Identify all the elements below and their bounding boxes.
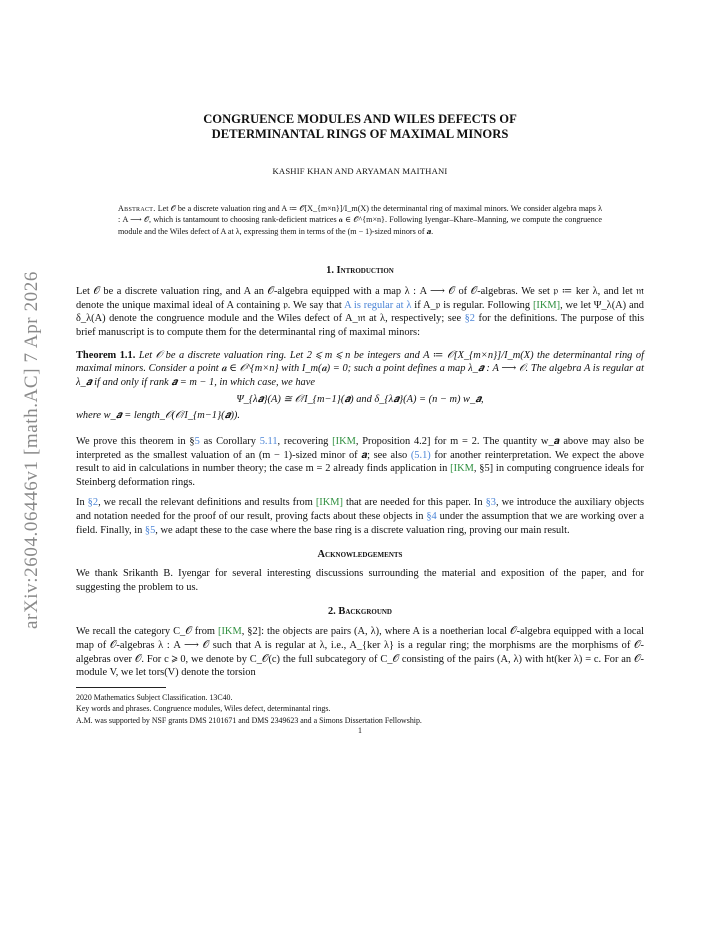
- citation-ikm[interactable]: [IKM: [450, 463, 474, 475]
- ref-section-2[interactable]: §2: [87, 497, 99, 509]
- section-1-number: 1.: [326, 265, 334, 277]
- section-1-heading: [76, 265, 644, 276]
- theorem-1-1: [76, 349, 644, 423]
- ref-section-3[interactable]: §3: [485, 497, 496, 509]
- paper-page: [76, 112, 644, 735]
- footnotes: [76, 687, 644, 727]
- section-1-title: Introduction: [336, 265, 394, 277]
- page-number: 1: [358, 726, 362, 736]
- text-run: as Corollary: [199, 435, 260, 447]
- theorem-heading: Theorem 1.1.: [76, 349, 136, 361]
- citation-ikm[interactable]: [IKM]: [532, 299, 561, 311]
- text-run: , §2]: the objects are pairs (A, λ), where A is a noetherian local 𝒪-algebra equipped with a local map of 𝒪-algebras λ : A ⟶ 𝒪 such that A is regular at λ, i.e., A_{ker λ} is a regular ring; the morphisms are the morphisms of 𝒪-algebras over 𝒪. For c ⩾ 0, we denote by C_𝒪(c) the full subcategory of C_𝒪 consisting of the pairs (A, λ) with ht(ker λ) = c. For an 𝒪-module V, we let tors(V) denote the torsion: [76, 626, 645, 679]
- intro-paragraph-2: [76, 435, 644, 489]
- footnote-rule: [76, 687, 166, 688]
- abstract: [118, 203, 602, 237]
- text-run: In: [76, 497, 88, 509]
- text-run: , we let Ψ_λ(A) and δ_λ(A) denote the congruence module and the Wiles defect of A_𝔪 at λ, respectively; see: [76, 299, 644, 325]
- paper-title: [76, 112, 644, 142]
- footnote-msc: 2020 Mathematics Subject Classification. 13C40.: [76, 692, 233, 702]
- authors: KASHIF KHAN AND ARYAMAN MAITHANI: [272, 166, 448, 176]
- arxiv-identifier: arXiv:2604.06446v1 [math.AC] 7 Apr 2026: [21, 271, 43, 629]
- text-run: , §5] in computing congruence ideals for Steinberg deformation rings.: [76, 463, 644, 488]
- text-run: , we recall the relevant definitions and results from: [98, 497, 316, 509]
- theorem-display-equation: Ψ_{λ𝒂}(A) ≅ 𝒪/I_{m−1}(𝒂) and δ_{λ𝒂}(A) = (n − m) w_𝒂,: [236, 394, 484, 406]
- link-regular-definition[interactable]: A is regular at λ: [344, 299, 412, 311]
- section-2-number: 2.: [327, 606, 336, 618]
- theorem-text: Let 𝒪 be a discrete valuation ring. Let 2 ⩽ m ⩽ n be integers and A ≔ 𝒪[X_{m×n}]/I_m(X) the determinantal ring of maximal minors. Consider a point 𝒂 ∈ 𝒪^{m×n} with I_m(𝒂) = 0; such a point defines a map λ_𝒂 : A ⟶ 𝒪. The algebra A is regular at λ_𝒂 if and only if rank 𝒂 = m − 1, in which case, we have: [76, 349, 644, 388]
- ref-section-5[interactable]: 5: [194, 435, 200, 447]
- text-run: , Proposition 4.2] for m = 2. The quantity w_𝒂 above may also be interpreted as the smallest valuation of an (m − 1)-sized minor of 𝒂; see also: [76, 435, 644, 461]
- acknowledgements-heading: Acknowledgements: [317, 549, 403, 561]
- footnote-keywords: Key words and phrases. Congruence modules, Wiles defect, determinantal rings.: [76, 704, 331, 714]
- text-run: , we adapt these to the case where the base ring is a discrete valuation ring, proving our main result.: [155, 524, 570, 536]
- title-line-1: CONGRUENCE MODULES AND WILES DEFECTS OF: [203, 112, 517, 126]
- text-run: for another reinterpretation. We expect the above result to aid in calculations in number theory; the case m = 2 already finds application in: [76, 449, 644, 475]
- ref-section-4[interactable]: §4: [426, 510, 437, 522]
- theorem-statement: [76, 349, 644, 390]
- abstract-text: Let 𝒪 be a discrete valuation ring and A ≔ 𝒪[X_{m×n}]/I_m(X) the determinantal ring of maximal minors. We consider algebra maps λ : A ⟶ 𝒪, which is tantamount to choosing rank-deficient matrices 𝒂 ∈ 𝒪^{m×n}. Following Iyengar–Khare–Manning, we compute the congruence module and the Wiles defect of A at λ, expressing them in terms of the (m − 1)-sized minors of 𝒂.: [118, 204, 602, 236]
- text-run: , recovering: [277, 435, 333, 447]
- text-run: under the assumption that we are working over a field. Finally, in: [76, 510, 644, 536]
- background-paragraph-1: [76, 625, 644, 679]
- citation-ikm[interactable]: [IKM: [218, 626, 242, 638]
- abstract-label: Abstract.: [118, 204, 156, 213]
- text-run: if A_𝔭 is regular. Following: [411, 299, 533, 311]
- intro-paragraph-3: [76, 496, 644, 537]
- ref-corollary-5-11[interactable]: 5.11: [259, 435, 278, 447]
- text-run: for the definitions. The purpose of this brief manuscript is to compute them for the determinantal ring of maximal minors:: [76, 313, 644, 338]
- title-line-2: DETERMINANTAL RINGS OF MAXIMAL MINORS: [211, 127, 509, 141]
- text-run: Let 𝒪 be a discrete valuation ring, and A an 𝒪-algebra equipped with a map λ : A ⟶ 𝒪 of 𝒪-algebras. We set 𝔭 ≔ ker λ, and let 𝔪 denote the unique maximal ideal of A containing 𝔭. We say that: [76, 286, 644, 311]
- text-run: that are needed for this paper. In: [342, 497, 486, 509]
- intro-paragraph-1: [76, 285, 644, 339]
- citation-ikm[interactable]: [IKM]: [315, 497, 343, 509]
- arxiv-sidebar-stamp: [20, 250, 44, 650]
- section-2-title: Background: [338, 606, 392, 618]
- citation-ikm[interactable]: [IKM: [332, 435, 356, 447]
- acknowledgements-text: We thank Srikanth B. Iyengar for several interesting discussions surrounding the material and exposition of the paper, and for suggesting the problem to us.: [76, 568, 644, 593]
- ref-equation-5-1[interactable]: (5.1): [410, 449, 431, 461]
- section-2-heading: [76, 606, 644, 617]
- ref-section-2[interactable]: §2: [464, 313, 475, 325]
- footnote-funding: A.M. was supported by NSF grants DMS 2101671 and DMS 2349623 and a Simons Dissertation Fellowship.: [76, 715, 422, 725]
- text-run: We prove this theorem in §: [76, 435, 195, 447]
- text-run: , we introduce the auxiliary objects and notation needed for the proof of our result, proving facts about these objects in: [76, 497, 645, 522]
- ref-section-5[interactable]: §5: [144, 524, 156, 536]
- theorem-where-clause: where w_𝒂 = length_𝒪(𝒪/I_{m−1}(𝒂)).: [76, 410, 240, 422]
- text-run: We recall the category C_𝒪 from: [76, 626, 219, 638]
